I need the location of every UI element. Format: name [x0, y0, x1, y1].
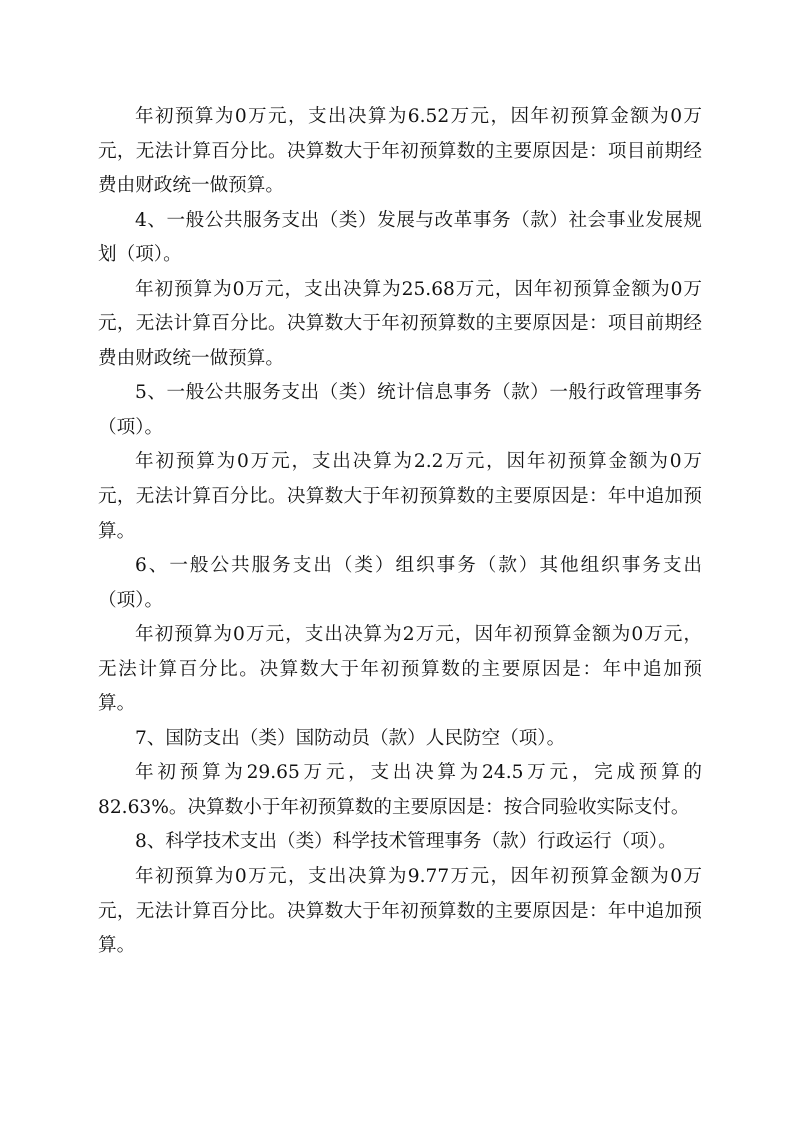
paragraph	[98, 756, 702, 825]
paragraph	[98, 722, 702, 757]
document-body	[98, 100, 702, 964]
text-line: 年初预算为0万元，支出决算为9.77万元，因年初预算金额为0万	[135, 866, 702, 888]
text-line: 7、国防支出（类）国防动员（款）人民防空（项）。	[135, 727, 566, 749]
text-line: 划（项）。	[98, 244, 182, 266]
paragraph	[98, 204, 702, 273]
text-line: 8、科学技术支出（类）科学技术管理事务（款）行政运行（项）。	[135, 831, 677, 853]
text-line: 年初预算为0万元，支出决算为2万元，因年初预算金额为0万元，	[135, 624, 702, 646]
text-line: 算。	[98, 693, 136, 715]
text-line: （项）。	[98, 589, 164, 611]
text-line: 年初预算为0万元，支出决算为6.52万元，因年初预算金额为0万	[135, 106, 702, 127]
text-line: 无法计算百分比。决算数大于年初预算数的主要原因是：年中追加预	[98, 658, 702, 680]
text-line: （项）。	[98, 416, 164, 438]
paragraph	[98, 549, 702, 618]
text-line: 费由财政统一做预算。	[98, 175, 284, 197]
text-line: 年初预算为0万元，支出决算为25.68万元，因年初预算金额为0万	[135, 278, 702, 300]
paragraph	[98, 860, 702, 964]
text-line: 82.63%。决算数小于年初预算数的主要原因是：按合同验收实际支付。	[98, 796, 690, 818]
text-line: 4、一般公共服务支出（类）发展与改革事务（款）社会事业发展规	[135, 209, 702, 231]
text-line: 6、一般公共服务支出（类）组织事务（款）其他组织事务支出	[135, 555, 702, 577]
text-line: 算。	[98, 935, 136, 957]
text-line: 元，无法计算百分比。决算数大于年初预算数的主要原因是：项目前期经	[98, 313, 702, 335]
paragraph	[98, 273, 702, 377]
text-line: 元，无法计算百分比。决算数大于年初预算数的主要原因是：年中追加预	[98, 900, 702, 922]
paragraph	[98, 445, 702, 549]
paragraph	[98, 100, 702, 204]
text-line: 年初预算为0万元，支出决算为2.2万元，因年初预算金额为0万	[135, 451, 702, 473]
text-line: 5、一般公共服务支出（类）统计信息事务（款）一般行政管理事务	[135, 382, 702, 404]
text-line: 元，无法计算百分比。决算数大于年初预算数的主要原因是：项目前期经	[98, 140, 702, 162]
text-line: 算。	[98, 520, 136, 542]
text-line: 费由财政统一做预算。	[98, 347, 284, 369]
paragraph	[98, 825, 702, 860]
text-line: 元，无法计算百分比。决算数大于年初预算数的主要原因是：年中追加预	[98, 486, 702, 508]
paragraph	[98, 618, 702, 722]
text-line: 年初预算为29.65万元，支出决算为24.5万元，完成预算的	[135, 762, 702, 784]
paragraph	[98, 376, 702, 445]
